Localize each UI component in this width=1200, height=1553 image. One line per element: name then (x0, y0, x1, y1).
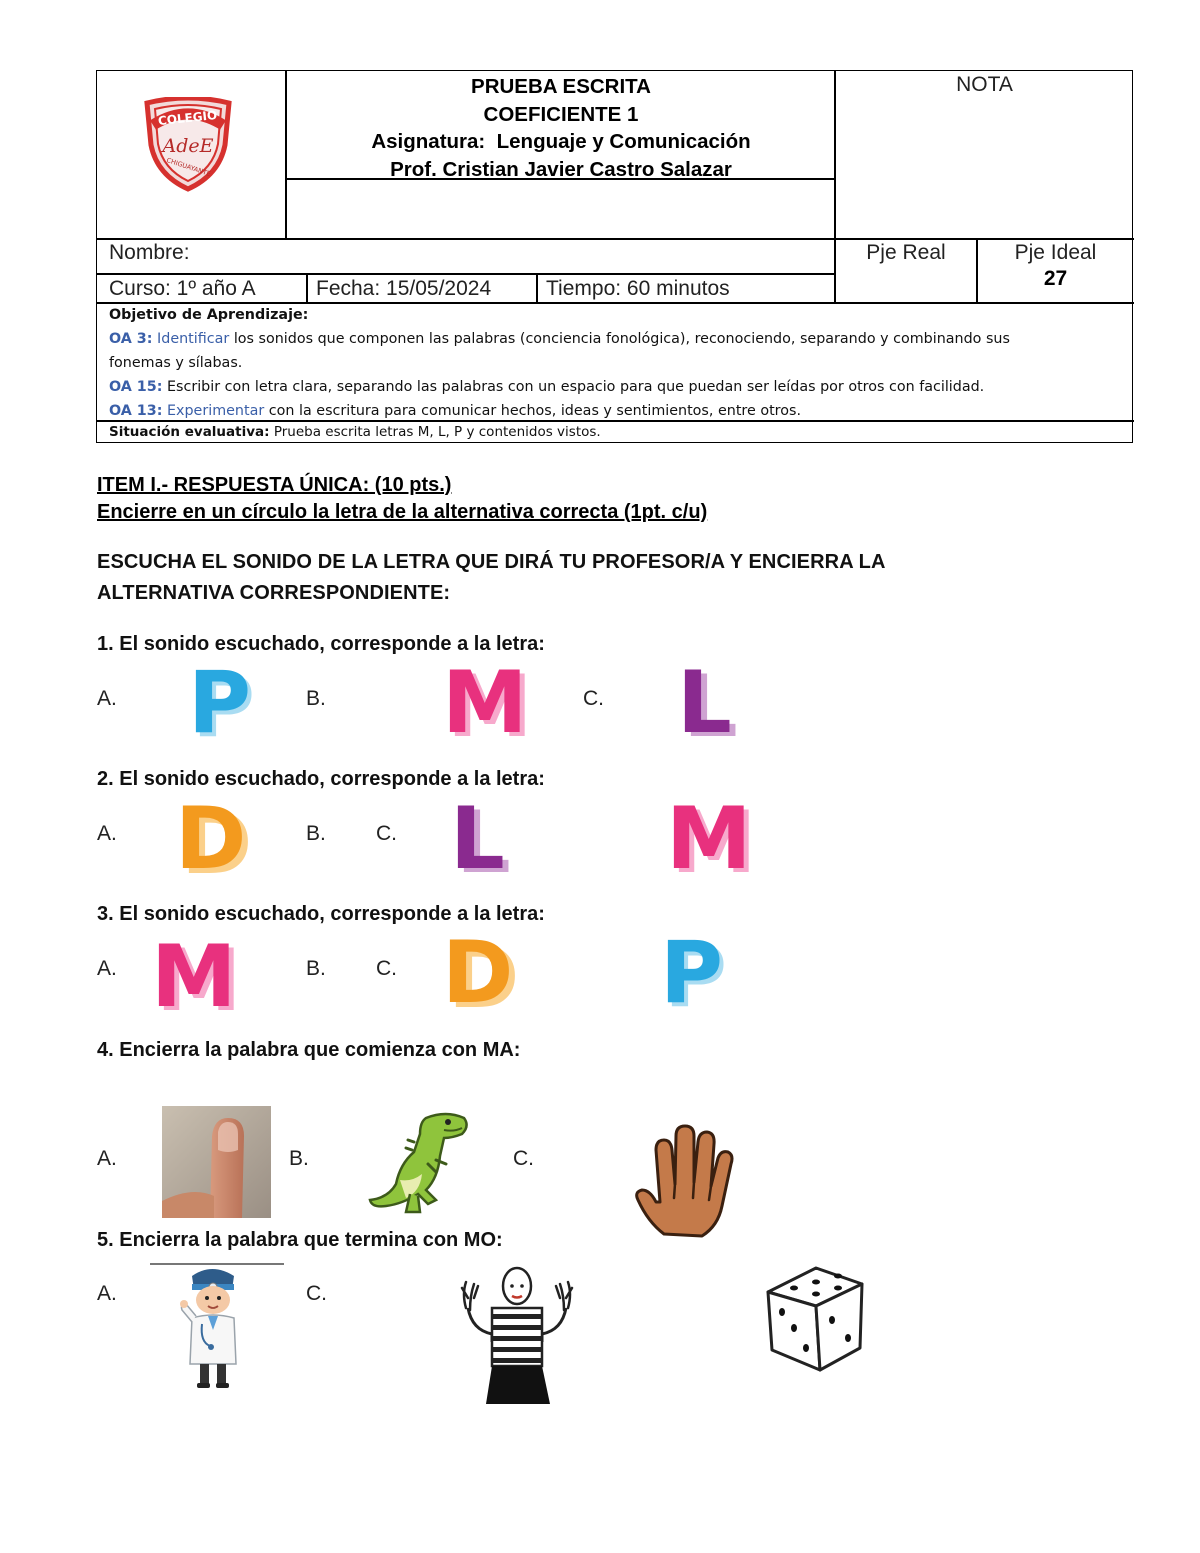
divider (306, 273, 308, 303)
q4-option-b-label[interactable]: B. (289, 1147, 309, 1170)
title-block (287, 73, 835, 183)
q1-option-b-label[interactable]: B. (306, 687, 326, 710)
q1-letter-p[interactable]: P (188, 653, 250, 753)
oa13-code: OA 13: (109, 403, 163, 419)
q1-option-c-label[interactable]: C. (583, 687, 604, 710)
q2-letter-d[interactable]: D (175, 789, 245, 889)
question-3-text: 3. El sonido escuchado, corresponde a la letra: (97, 903, 545, 925)
q4-option-c-label[interactable]: C. (513, 1147, 534, 1170)
nombre-label: Nombre: (109, 241, 190, 264)
oa3-line (109, 327, 1010, 351)
pje-real-label: Pje Real (866, 241, 946, 264)
q1-letter-l[interactable]: L (677, 653, 730, 753)
oa15-code: OA 15: (109, 379, 163, 395)
instruction-line2: ALTERNATIVA CORRESPONDIENTE: (97, 582, 451, 604)
oa13-line (109, 399, 801, 423)
school-logo-icon (143, 97, 233, 193)
q3-letter-p[interactable]: P (660, 923, 722, 1023)
test-coefficient: COEFICIENTE 1 (483, 102, 639, 126)
dice-icon[interactable] (764, 1256, 866, 1374)
header-table (96, 70, 1133, 443)
q2-letter-l[interactable]: L (450, 789, 503, 889)
logo-text-bottom: CHIGUAYANTE (165, 156, 212, 178)
dinosaur-icon[interactable] (366, 1108, 472, 1214)
logo-text-mid: AdeE (162, 135, 214, 157)
divider (536, 273, 538, 303)
q4-option-a-label[interactable]: A. (97, 1147, 117, 1170)
q3-letter-m[interactable]: M (151, 927, 235, 1027)
oa3-verb: Identificar (157, 331, 230, 347)
question-5-text: 5. Encierra la palabra que termina con MO: (97, 1229, 503, 1251)
situacion-line (109, 421, 601, 443)
q5-option-a-label[interactable]: A. (97, 1282, 117, 1305)
test-subject: Asignatura: Lenguaje y Comunicación (371, 130, 751, 153)
tiempo-field: Tiempo: 60 minutos (546, 277, 730, 300)
doctor-icon[interactable] (180, 1268, 246, 1392)
q2-option-b-label[interactable]: B. (306, 822, 326, 845)
instruction-line1: ESCUCHA EL SONIDO DE LA LETRA QUE DIRÁ TU PROFESOR/A Y ENCIERRA LA (97, 551, 886, 573)
situacion-label: Situación evaluativa: (109, 424, 270, 440)
item-heading: ITEM I.- RESPUESTA ÚNICA: (10 pts.) (97, 474, 452, 496)
oa3-line2: fonemas y sílabas. (109, 355, 243, 371)
logo-text-top: COLEGIO (157, 107, 218, 129)
nota-label: NOTA (956, 73, 1013, 96)
question-4-text: 4. Encierra la palabra que comienza con MA: (97, 1039, 521, 1061)
mime-icon[interactable] (458, 1264, 576, 1406)
q3-option-b-label[interactable]: B. (306, 957, 326, 980)
q3-option-a-label[interactable]: A. (97, 957, 117, 980)
oa13-verb: Experimentar (166, 403, 265, 419)
q1-letter-m[interactable]: M (442, 653, 526, 753)
oa15-text: Escribir con letra clara, separando las palabras con un espacio para que puedan ser leídas por otros con facilidad. (166, 379, 985, 395)
pje-ideal-value: 27 (1043, 267, 1068, 290)
question-2-text: 2. El sonido escuchado, corresponde a la letra: (97, 768, 545, 790)
oa3-code: OA 3: (109, 331, 153, 347)
q2-option-c-label[interactable]: C. (376, 822, 397, 845)
fecha-field: Fecha: 15/05/2024 (316, 277, 492, 300)
q3-letter-d[interactable]: D (442, 923, 512, 1023)
hand-icon[interactable] (634, 1122, 734, 1242)
oa13-text: con la escritura para comunicar hechos, ideas y sentimientos, entre otros. (268, 403, 801, 419)
oa3-text: los sonidos que componen las palabras (conciencia fonológica), reconociendo, separando y combinando sus (233, 331, 1010, 347)
finger-photo-icon[interactable] (162, 1106, 271, 1218)
item-subheading: Encierre en un círculo la letra de la alternativa correcta (1pt. c/u) (97, 501, 708, 523)
q5-option-c-label[interactable]: C. (306, 1282, 327, 1305)
question-1-text: 1. El sonido escuchado, corresponde a la letra: (97, 633, 545, 655)
divider (97, 238, 1134, 240)
situacion-text: Prueba escrita letras M, L, P y contenidos vistos. (273, 424, 601, 440)
q3-option-c-label[interactable]: C. (376, 957, 397, 980)
q2-letter-m[interactable]: M (666, 789, 750, 889)
test-title: PRUEBA ESCRITA (471, 75, 651, 98)
q1-option-a-label[interactable]: A. (97, 687, 117, 710)
pje-ideal-label: Pje Ideal (1014, 241, 1097, 264)
curso-field: Curso: 1º año A (109, 277, 256, 300)
objetivo-title: Objetivo de Aprendizaje: (109, 307, 309, 323)
divider (97, 273, 835, 275)
oa15-line (109, 375, 984, 399)
test-teacher: Prof. Cristian Javier Castro Salazar (390, 157, 732, 181)
q2-option-a-label[interactable]: A. (97, 822, 117, 845)
divider (150, 1263, 284, 1265)
